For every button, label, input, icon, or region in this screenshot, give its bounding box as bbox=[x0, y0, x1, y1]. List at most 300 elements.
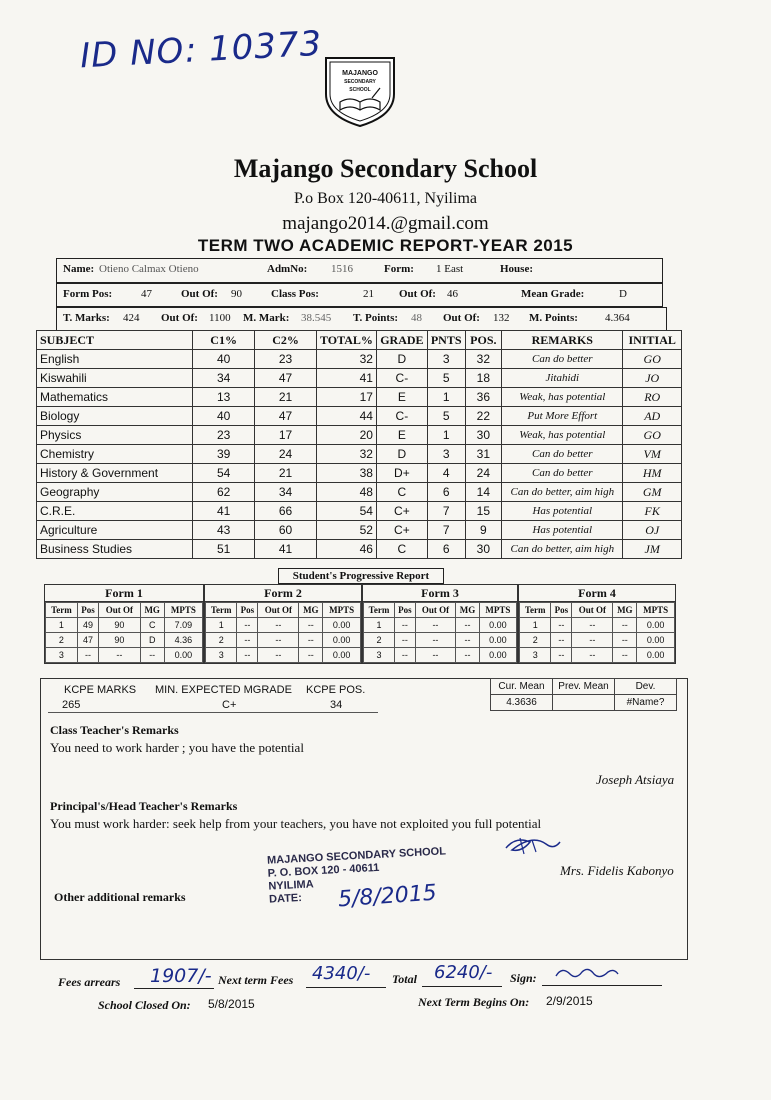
cell-c1: 39 bbox=[193, 445, 255, 464]
cell-initial: GM bbox=[623, 483, 682, 502]
cell-c2: 24 bbox=[255, 445, 317, 464]
cell-subject: English bbox=[37, 350, 193, 369]
cell-initial: VM bbox=[623, 445, 682, 464]
cell-c2: 47 bbox=[255, 369, 317, 388]
cell-remarks: Has potential bbox=[502, 502, 623, 521]
progress-cell: 90 bbox=[99, 633, 140, 648]
cell-subject: Mathematics bbox=[37, 388, 193, 407]
cell-c2: 21 bbox=[255, 464, 317, 483]
progress-cell: -- bbox=[237, 618, 258, 633]
total-value: 6240/- bbox=[434, 962, 493, 983]
cell-c1: 51 bbox=[193, 540, 255, 559]
cell-initial: JM bbox=[623, 540, 682, 559]
cell-remarks: Can do better bbox=[502, 445, 623, 464]
stamp-line-1: MAJANGO SECONDARY SCHOOL bbox=[266, 845, 447, 867]
kcpe-marks-label: KCPE MARKS bbox=[64, 684, 137, 696]
principal-remarks-text: You must work harder: seek help from your teachers, you have not exploited you full potential bbox=[50, 816, 542, 831]
progress-cell: -- bbox=[299, 648, 323, 663]
cell-c1: 62 bbox=[193, 483, 255, 502]
cell-c1: 41 bbox=[193, 502, 255, 521]
m-points-label: M. Points: bbox=[529, 312, 578, 324]
progress-cell: -- bbox=[395, 618, 416, 633]
cell-initial: JO bbox=[623, 369, 682, 388]
table-row bbox=[364, 648, 517, 663]
progress-cell: -- bbox=[415, 633, 455, 648]
cell-position: 22 bbox=[465, 407, 502, 426]
progress-col-header: MG bbox=[140, 603, 164, 618]
subject-marks-table bbox=[36, 330, 682, 559]
cur-mean-label: Cur. Mean bbox=[491, 679, 553, 695]
class-teacher-name: Joseph Atsiaya bbox=[596, 772, 675, 787]
progress-report-title: Student's Progressive Report bbox=[278, 568, 444, 584]
prev-mean-label: Prev. Mean bbox=[553, 679, 615, 695]
mean-summary-table bbox=[490, 678, 677, 711]
progress-cell: 0.00 bbox=[164, 648, 202, 663]
form-header-row bbox=[206, 603, 361, 618]
cell-points: 4 bbox=[427, 464, 465, 483]
mean-value-row bbox=[491, 695, 677, 711]
cell-c1: 54 bbox=[193, 464, 255, 483]
progress-cell: -- bbox=[572, 633, 613, 648]
cell-c2: 66 bbox=[255, 502, 317, 521]
form-4-table bbox=[519, 602, 675, 663]
table-row bbox=[206, 618, 361, 633]
school-name: Majango Secondary School bbox=[233, 154, 538, 183]
progress-cell: 1 bbox=[364, 618, 395, 633]
next-term-begins-date: 2/9/2015 bbox=[546, 994, 593, 1008]
progress-cell: 2 bbox=[46, 633, 78, 648]
col-header-c2: C2% bbox=[255, 331, 317, 350]
progress-cell: -- bbox=[258, 618, 299, 633]
form-header-row bbox=[46, 603, 203, 618]
progress-cell: -- bbox=[613, 633, 637, 648]
t-marks-value: 424 bbox=[123, 312, 140, 324]
dev-label: Dev. bbox=[615, 679, 677, 695]
table-row bbox=[206, 648, 361, 663]
crest-line-1: MAJANGO bbox=[342, 70, 378, 77]
progress-col-header: Term bbox=[520, 603, 551, 618]
progress-col-header: MPTS bbox=[164, 603, 202, 618]
col-header-c1: C1% bbox=[193, 331, 255, 350]
cell-c1: 40 bbox=[193, 407, 255, 426]
cell-c1: 43 bbox=[193, 521, 255, 540]
progress-cell: -- bbox=[299, 633, 323, 648]
dev-value: #Name? bbox=[615, 695, 677, 711]
progress-cell: -- bbox=[99, 648, 140, 663]
progress-cell: -- bbox=[258, 633, 299, 648]
cell-c2: 47 bbox=[255, 407, 317, 426]
cell-c1: 40 bbox=[193, 350, 255, 369]
col-header-grade: GRADE bbox=[376, 331, 427, 350]
form-4-heading: Form 4 bbox=[519, 585, 675, 602]
cell-initial: GO bbox=[623, 426, 682, 445]
cell-subject: Business Studies bbox=[37, 540, 193, 559]
signature-icon bbox=[552, 962, 622, 986]
progress-cell: -- bbox=[415, 648, 455, 663]
cell-grade: D bbox=[376, 350, 427, 369]
progress-cell: 4.36 bbox=[164, 633, 202, 648]
total-line bbox=[422, 986, 502, 987]
fees-arrears-label: Fees arrears bbox=[58, 975, 121, 989]
table-row bbox=[364, 618, 517, 633]
cell-grade: C+ bbox=[376, 502, 427, 521]
cell-total: 17 bbox=[317, 388, 377, 407]
cell-subject: Geography bbox=[37, 483, 193, 502]
progress-cell: 0.00 bbox=[637, 648, 675, 663]
cell-remarks: Weak, has potential bbox=[502, 426, 623, 445]
col-header-total: TOTAL% bbox=[317, 331, 377, 350]
progress-cell: 0.00 bbox=[479, 648, 516, 663]
progress-cell: -- bbox=[456, 648, 480, 663]
cell-total: 32 bbox=[317, 445, 377, 464]
cell-remarks: Can do better bbox=[502, 350, 623, 369]
kcpe-divider bbox=[48, 712, 378, 713]
kcpe-pos-value: 34 bbox=[330, 699, 343, 711]
table-row bbox=[37, 350, 682, 369]
school-address: P.o Box 120-40611, Nyilima bbox=[294, 190, 477, 207]
progress-cell: -- bbox=[237, 633, 258, 648]
cell-c2: 34 bbox=[255, 483, 317, 502]
cell-grade: D+ bbox=[376, 464, 427, 483]
total-label: Total bbox=[392, 972, 417, 986]
col-header-initial: INITIAL bbox=[623, 331, 682, 350]
progress-col-header: MPTS bbox=[479, 603, 516, 618]
table-row bbox=[37, 483, 682, 502]
progress-cell: -- bbox=[258, 648, 299, 663]
form-1-table bbox=[45, 602, 203, 663]
cell-position: 9 bbox=[465, 521, 502, 540]
progress-cell: 2 bbox=[206, 633, 237, 648]
mean-grade-label: Mean Grade: bbox=[521, 288, 585, 300]
cell-subject: C.R.E. bbox=[37, 502, 193, 521]
col-header-subject: SUBJECT bbox=[37, 331, 193, 350]
cur-mean-value: 4.3636 bbox=[491, 695, 553, 711]
out-of-value-1: 90 bbox=[231, 288, 242, 300]
cell-subject: Chemistry bbox=[37, 445, 193, 464]
cell-initial: HM bbox=[623, 464, 682, 483]
cell-grade: E bbox=[376, 388, 427, 407]
t-points-label: T. Points: bbox=[353, 312, 399, 324]
class-teacher-remarks-label: Class Teacher's Remarks bbox=[50, 723, 179, 737]
stamp-line-4: DATE: bbox=[268, 891, 303, 906]
progress-cell: 3 bbox=[46, 648, 78, 663]
progress-col-header: Pos bbox=[551, 603, 572, 618]
cell-grade: E bbox=[376, 426, 427, 445]
progress-cell: 47 bbox=[77, 633, 98, 648]
table-row bbox=[37, 464, 682, 483]
school-closed-date: 5/8/2015 bbox=[208, 997, 255, 1011]
progress-cell: -- bbox=[299, 618, 323, 633]
table-row bbox=[37, 540, 682, 559]
progress-cell: -- bbox=[140, 648, 164, 663]
progress-cell: -- bbox=[415, 618, 455, 633]
progress-col-header: Out Of bbox=[258, 603, 299, 618]
cell-total: 44 bbox=[317, 407, 377, 426]
handwritten-id-number: ID NO: 10373 bbox=[79, 23, 324, 77]
cell-points: 5 bbox=[427, 407, 465, 426]
prev-mean-value bbox=[553, 695, 615, 711]
stamp-date-handwritten: 5/8/2015 bbox=[337, 880, 438, 913]
table-row bbox=[37, 445, 682, 464]
table-row bbox=[364, 633, 517, 648]
cell-remarks: Has potential bbox=[502, 521, 623, 540]
progress-cell: 0.00 bbox=[479, 633, 516, 648]
cell-initial: OJ bbox=[623, 521, 682, 540]
cell-remarks: Can do better, aim high bbox=[502, 540, 623, 559]
report-title: TERM TWO ACADEMIC REPORT-YEAR 2015 bbox=[197, 236, 574, 255]
progress-cell: -- bbox=[613, 618, 637, 633]
marks-header-row bbox=[37, 331, 682, 350]
form-pos-label: Form Pos: bbox=[63, 288, 113, 300]
cell-position: 15 bbox=[465, 502, 502, 521]
mean-header-row bbox=[491, 679, 677, 695]
form-3-table bbox=[363, 602, 517, 663]
progress-cell: 0.00 bbox=[323, 648, 361, 663]
progress-col-header: MG bbox=[456, 603, 480, 618]
fees-arrears-value: 1907/- bbox=[150, 965, 212, 987]
min-expected-mgrade-value: C+ bbox=[222, 699, 237, 711]
cell-initial: FK bbox=[623, 502, 682, 521]
cell-remarks: Put More Effort bbox=[502, 407, 623, 426]
sign-label: Sign: bbox=[510, 971, 537, 985]
progress-cell: -- bbox=[395, 648, 416, 663]
cell-subject: Biology bbox=[37, 407, 193, 426]
cell-c2: 21 bbox=[255, 388, 317, 407]
cell-points: 6 bbox=[427, 483, 465, 502]
progress-cell: 49 bbox=[77, 618, 98, 633]
cell-points: 7 bbox=[427, 521, 465, 540]
class-pos-value: 21 bbox=[363, 288, 374, 300]
table-row bbox=[37, 388, 682, 407]
cell-c1: 23 bbox=[193, 426, 255, 445]
progress-cell: 0.00 bbox=[323, 618, 361, 633]
progress-cell: 7.09 bbox=[164, 618, 202, 633]
cell-position: 31 bbox=[465, 445, 502, 464]
cell-grade: C- bbox=[376, 407, 427, 426]
cell-c2: 60 bbox=[255, 521, 317, 540]
student-info-row-1 bbox=[56, 258, 663, 283]
cell-grade: C- bbox=[376, 369, 427, 388]
table-row bbox=[520, 618, 675, 633]
table-row bbox=[46, 633, 203, 648]
class-teacher-remarks-text: You need to work harder ; you have the potential bbox=[50, 740, 304, 755]
other-remarks-label: Other additional remarks bbox=[54, 890, 186, 904]
table-row bbox=[37, 369, 682, 388]
cell-total: 20 bbox=[317, 426, 377, 445]
progress-cell: 0.00 bbox=[637, 618, 675, 633]
progress-cell: 2 bbox=[364, 633, 395, 648]
progress-col-header: Term bbox=[46, 603, 78, 618]
out-of-label-2: Out Of: bbox=[399, 288, 436, 300]
form-4-block bbox=[518, 584, 676, 664]
cell-total: 46 bbox=[317, 540, 377, 559]
cell-remarks: Jitahidi bbox=[502, 369, 623, 388]
cell-points: 1 bbox=[427, 426, 465, 445]
cell-c2: 23 bbox=[255, 350, 317, 369]
cell-subject: History & Government bbox=[37, 464, 193, 483]
table-row bbox=[37, 407, 682, 426]
progress-cell: -- bbox=[613, 648, 637, 663]
progress-cell: -- bbox=[572, 618, 613, 633]
cell-position: 32 bbox=[465, 350, 502, 369]
student-info-row-2 bbox=[56, 283, 663, 307]
cell-total: 48 bbox=[317, 483, 377, 502]
out-of-value-4: 132 bbox=[493, 312, 510, 324]
cell-total: 41 bbox=[317, 369, 377, 388]
crest-line-3: SCHOOL bbox=[349, 87, 371, 93]
cell-grade: C bbox=[376, 483, 427, 502]
stamp-line-2: P. O. BOX 120 - 40611 bbox=[267, 861, 380, 880]
table-row bbox=[46, 618, 203, 633]
principal-signature-icon bbox=[502, 830, 564, 860]
cell-initial: GO bbox=[623, 350, 682, 369]
cell-total: 32 bbox=[317, 350, 377, 369]
fees-arrears-line bbox=[134, 988, 214, 989]
progress-cell: -- bbox=[551, 633, 572, 648]
school-email: majango2014.@gmail.com bbox=[282, 213, 489, 234]
cell-grade: C+ bbox=[376, 521, 427, 540]
cell-points: 7 bbox=[427, 502, 465, 521]
name-label: Name: bbox=[63, 263, 95, 275]
col-header-points: PNTS bbox=[427, 331, 465, 350]
progress-col-header: MG bbox=[613, 603, 637, 618]
progress-cell: 3 bbox=[520, 648, 551, 663]
table-row bbox=[37, 521, 682, 540]
progress-col-header: Out Of bbox=[415, 603, 455, 618]
cell-total: 54 bbox=[317, 502, 377, 521]
form-pos-value: 47 bbox=[141, 288, 152, 300]
progress-col-header: Term bbox=[364, 603, 395, 618]
t-marks-label: T. Marks: bbox=[63, 312, 110, 324]
cell-position: 36 bbox=[465, 388, 502, 407]
cell-subject: Agriculture bbox=[37, 521, 193, 540]
crest-line-2: SECONDARY bbox=[344, 79, 376, 85]
cell-grade: C bbox=[376, 540, 427, 559]
stamp-line-3: NYILIMA bbox=[268, 878, 314, 893]
out-of-label-1: Out Of: bbox=[181, 288, 218, 300]
table-row bbox=[520, 633, 675, 648]
principal-remarks-label: Principal's/Head Teacher's Remarks bbox=[50, 799, 238, 813]
cell-position: 24 bbox=[465, 464, 502, 483]
progress-cell: -- bbox=[572, 648, 613, 663]
progress-cell: 0.00 bbox=[637, 633, 675, 648]
form-value: 1 East bbox=[436, 263, 464, 275]
house-label: House: bbox=[500, 263, 533, 275]
form-3-block bbox=[362, 584, 518, 664]
form-3-heading: Form 3 bbox=[363, 585, 517, 602]
cell-points: 1 bbox=[427, 388, 465, 407]
out-of-label-4: Out Of: bbox=[443, 312, 480, 324]
progress-col-header: Pos bbox=[237, 603, 258, 618]
school-closed-label: School Closed On: bbox=[98, 998, 191, 1012]
cell-points: 5 bbox=[427, 369, 465, 388]
progress-cell: 3 bbox=[364, 648, 395, 663]
progress-cell: 0.00 bbox=[479, 618, 516, 633]
cell-total: 38 bbox=[317, 464, 377, 483]
m-mark-value: 38.545 bbox=[301, 312, 332, 324]
table-row bbox=[520, 648, 675, 663]
admno-value: 1516 bbox=[331, 263, 353, 275]
cell-position: 14 bbox=[465, 483, 502, 502]
form-label: Form: bbox=[384, 263, 414, 275]
table-row bbox=[37, 502, 682, 521]
cell-position: 30 bbox=[465, 540, 502, 559]
progress-col-header: Pos bbox=[395, 603, 416, 618]
m-points-value: 4.364 bbox=[605, 312, 630, 324]
admno-label: AdmNo: bbox=[267, 263, 308, 275]
cell-total: 52 bbox=[317, 521, 377, 540]
t-points-value: 48 bbox=[411, 312, 422, 324]
principal-name: Mrs. Fidelis Kabonyo bbox=[560, 863, 674, 878]
cell-initial: AD bbox=[623, 407, 682, 426]
table-row bbox=[206, 633, 361, 648]
progress-col-header: MPTS bbox=[637, 603, 675, 618]
form-1-block bbox=[44, 584, 204, 664]
cell-position: 30 bbox=[465, 426, 502, 445]
table-row bbox=[37, 426, 682, 445]
form-2-block bbox=[204, 584, 362, 664]
progress-col-header: MG bbox=[299, 603, 323, 618]
next-term-fees-value: 4340/- bbox=[312, 963, 371, 984]
col-header-remarks: REMARKS bbox=[502, 331, 623, 350]
table-row bbox=[46, 648, 203, 663]
col-header-position: POS. bbox=[465, 331, 502, 350]
progress-cell: 1 bbox=[46, 618, 78, 633]
cell-c1: 34 bbox=[193, 369, 255, 388]
progress-cell: -- bbox=[456, 618, 480, 633]
out-of-label-3: Out Of: bbox=[161, 312, 198, 324]
progress-cell: 2 bbox=[520, 633, 551, 648]
out-of-value-2: 46 bbox=[447, 288, 458, 300]
cell-remarks: Weak, has potential bbox=[502, 388, 623, 407]
progress-col-header: Out Of bbox=[99, 603, 140, 618]
cell-c1: 13 bbox=[193, 388, 255, 407]
progress-cell: 0.00 bbox=[323, 633, 361, 648]
cell-c2: 17 bbox=[255, 426, 317, 445]
cell-initial: RO bbox=[623, 388, 682, 407]
mean-grade-value: D bbox=[619, 288, 627, 300]
cell-position: 18 bbox=[465, 369, 502, 388]
form-2-heading: Form 2 bbox=[205, 585, 361, 602]
min-expected-mgrade-label: MIN. EXPECTED MGRADE bbox=[155, 684, 292, 696]
form-header-row bbox=[364, 603, 517, 618]
cell-remarks: Can do better bbox=[502, 464, 623, 483]
progress-cell: 1 bbox=[206, 618, 237, 633]
progress-cell: C bbox=[140, 618, 164, 633]
class-pos-label: Class Pos: bbox=[271, 288, 319, 300]
kcpe-pos-label: KCPE POS. bbox=[306, 684, 366, 696]
progress-cell: -- bbox=[456, 633, 480, 648]
student-name: Otieno Calmax Otieno bbox=[99, 263, 199, 275]
form-1-heading: Form 1 bbox=[45, 585, 203, 602]
progress-cell: -- bbox=[395, 633, 416, 648]
form-header-row bbox=[520, 603, 675, 618]
progress-col-header: Pos bbox=[77, 603, 98, 618]
cell-c2: 41 bbox=[255, 540, 317, 559]
cell-points: 3 bbox=[427, 350, 465, 369]
crest-text bbox=[322, 70, 398, 94]
kcpe-marks-value: 265 bbox=[62, 699, 81, 711]
student-info-row-3 bbox=[56, 307, 667, 331]
cell-subject: Kiswahili bbox=[37, 369, 193, 388]
progress-cell: -- bbox=[551, 618, 572, 633]
cell-points: 3 bbox=[427, 445, 465, 464]
progress-cell: 3 bbox=[206, 648, 237, 663]
progress-cell: D bbox=[140, 633, 164, 648]
progress-cell: -- bbox=[77, 648, 98, 663]
next-term-fees-line bbox=[306, 987, 386, 988]
progress-col-header: MPTS bbox=[323, 603, 361, 618]
